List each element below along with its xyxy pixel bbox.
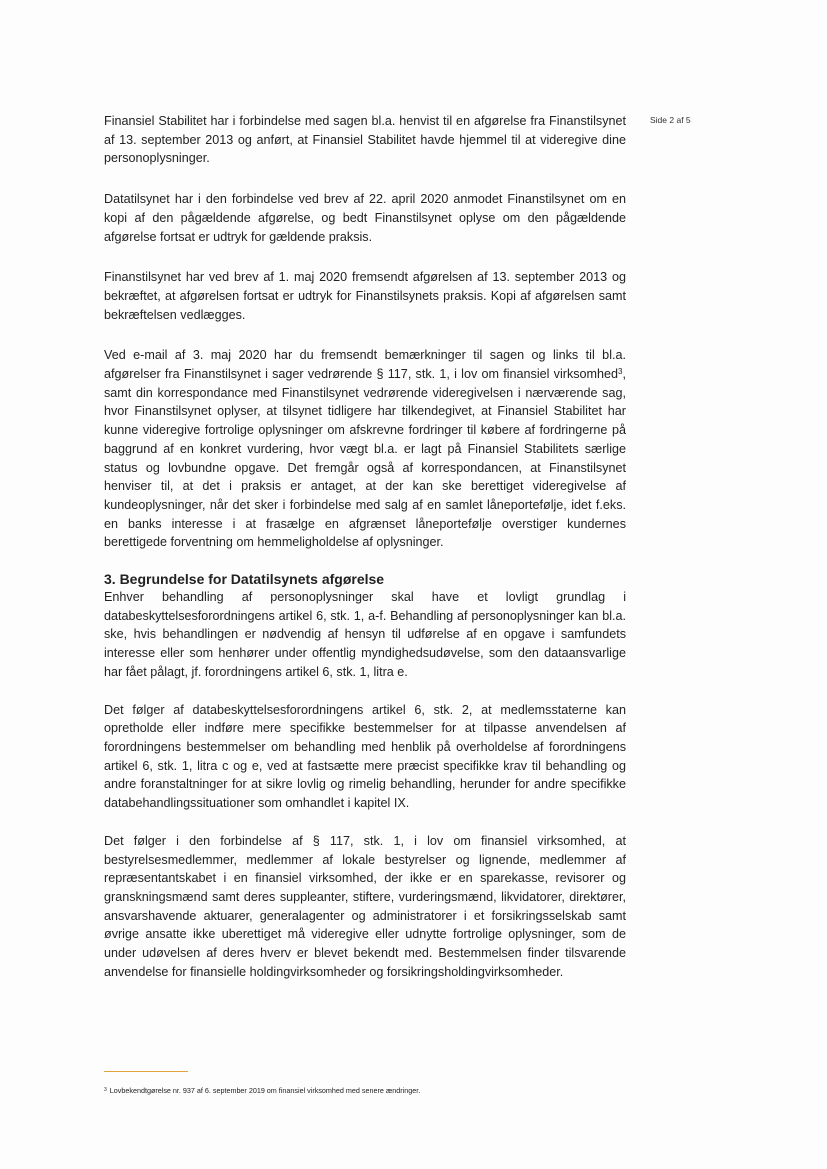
section-heading: 3. Begrundelse for Datatilsynets afgørelse — [104, 571, 385, 588]
paragraph-3: Finanstilsynet har ved brev af 1. maj 2020 fremsendt afgørelsen af 13. september 2013 og bekræftet, at afgørelsen fortsat er udtryk for Finanstilsynets praksis. Kopi af afgørelsen samt bekræftelsen vedlægges. — [104, 270, 626, 322]
footnote-text: Lovbekendtgørelse nr. 937 af 6. september 2019 om finansiel virksomhed med senere ændringer. — [109, 1086, 421, 1095]
page-indicator: Side 2 af 5 — [650, 115, 691, 125]
section-paragraph-2: Det følger af databeskyttelsesforordningens artikel 6, stk. 2, at medlemsstaterne kan opretholde eller indføre mere specifikke bestemmelser for at tilpasse anvendelsen af forordningens bestemmelser om behandling med henblik på overholdelse af forordningens artikel 6, stk. 1, litra c og e, ved at fastsætte mere præcist specifikke krav til behandling og andre foranstaltninger for at sikre lovlig og rimelig behandling, herunder for andre specifikke databehandlingssituationer som omhandlet i kapitel IX. — [104, 702, 626, 811]
section-paragraph-3: Det følger i den forbindelse af § 117, stk. 1, i lov om finansiel virksomhed, at bestyrelsesmedlemmer, medlemmer af lokale bestyrelser og lignende, medlemmer af repræsentantskabet i en finansiel virksomhed, der ikke er en sparekasse, revisorer og granskningsmænd samt deres suppleanter, stiftere, vurderingsmænd, likvidatorer, direktører, ansvarshavende aktuarer, generalagenter og administratorer i et forsikringsselskab samt øvrige ansatte ikke uberettiget må videregive eller udnytte fortrolige oplysninger, som de under udøvelsen af deres hverv er blevet bekendt med. Bestemmelsen finder tilsvarende anvendelse for finansielle holdingvirksomheder og forsikringsholdingvirksomheder. — [104, 833, 626, 979]
footnote-reference: 3 — [618, 367, 623, 377]
section-paragraph-1: Enhver behandling af personoplysninger skal have et lovligt grundlag i databeskyttelsesforordningens artikel 6, stk. 1, a-f. Behandling af personoplysninger kan bl.a. ske, hvis behandlingen er nødvendig af hensyn til udførelse af en opgave i samfundets interesse eller som henhører under offentlig myndighedsudøvelse, som den dataansvarlige har fået pålagt, jf. forordningens artikel 6, stk. 1, litra e. — [104, 590, 626, 679]
paragraph-4-part-2: , samt din korrespondance med Finanstilsynet vedrørende videregivelsen i nærværende sag, hvor Finanstilsynet oplyser, at tilsynet tidligere har tilkendegivet, at Finansiel Stabilitet har kunne videregive fortrolige oplysninger om afskrevne fordringer til købere af fordringerne på baggrund af en konkret vurdering, hvor vægt bl.a. er lagt på Finansiel Stabilitets særlige status og lovbundne opgave. Det fremgår også af korrespondancen, at Finanstilsynet henviser til, at det i praksis er antaget, at der kan ske berettiget videregivelse af kundeoplysninger, når det sker i forbindelse med salg af en samlet låneportefølje, idet f.eks. en banks interesse i at frasælge en afgrænset låneportefølje overstiger kundernes berettigede forventning om hemmeligholdelse af oplysninger. — [104, 367, 626, 550]
paragraph-4 — [104, 346, 626, 552]
paragraph-1: Finansiel Stabilitet har i forbindelse med sagen bl.a. henvist til en afgørelse fra Finanstilsynet af 13. september 2013 og anført, at Finansiel Stabilitet havde hjemmel til at videregive dine personoplysninger. — [104, 114, 626, 166]
footnote-divider — [104, 1071, 188, 1072]
body-text — [104, 112, 626, 981]
footnote — [104, 1086, 420, 1095]
paragraph-4-part-1: Ved e-mail af 3. maj 2020 har du fremsendt bemærkninger til sagen og links til bl.a. afgørelser fra Finanstilsynet i sager vedrørende § 117, stk. 1, i lov om finansiel virksomhed — [104, 348, 626, 382]
footnote-number: 3 — [104, 1087, 107, 1093]
paragraph-2: Datatilsynet har i den forbindelse ved brev af 22. april 2020 anmodet Finanstilsynet om en kopi af den pågældende afgørelse, og bedt Finanstilsynet oplyse om den pågældende afgørelse fortsat er udtryk for gældende praksis. — [104, 192, 626, 244]
